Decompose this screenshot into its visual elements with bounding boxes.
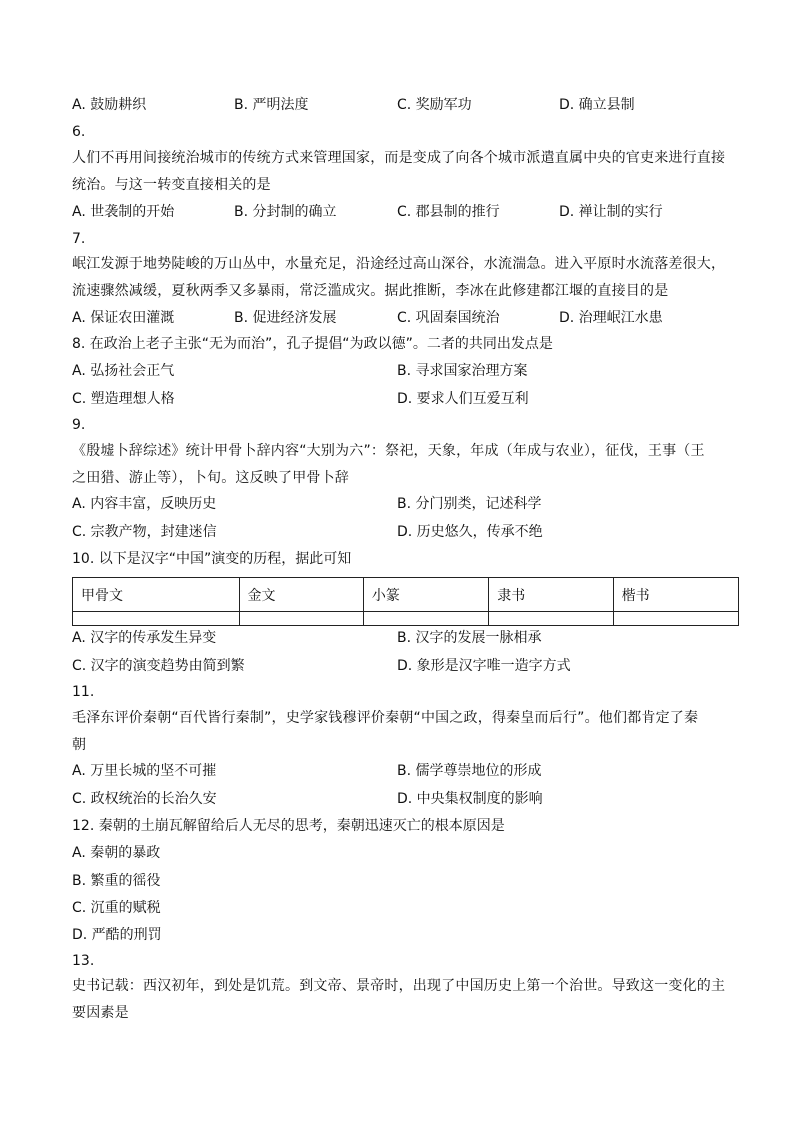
q9-option-a[interactable]: A. 内容丰富，反映历史 [72,496,217,512]
q13-stem [72,973,738,1027]
q8-option-a[interactable]: A. 弘扬社会正气 [72,363,175,379]
q11-stem [72,705,738,759]
q9-option-d[interactable]: D. 历史悠久，传承不绝 [397,524,543,540]
q10-stem: 10. 以下是汉字“中国”演变的历程，据此可知 [72,551,352,567]
q7-number: 7. [72,231,86,247]
q13-number: 13. [72,953,95,969]
q8-option-d[interactable]: D. 要求人们互爱互利 [397,391,529,407]
q9-option-c[interactable]: C. 宗教产物，封建迷信 [72,524,217,540]
q12-option-a[interactable]: A. 秦朝的暴政 [72,845,161,861]
q11-option-d[interactable]: D. 中央集权制度的影响 [397,791,543,807]
q6-stem [72,145,738,199]
q9-option-b[interactable]: B. 分门别类，记述科学 [397,496,542,512]
q7-option-c[interactable]: C. 巩固秦国统治 [397,310,500,326]
q5-option-a[interactable]: A. 鼓励耕织 [72,97,147,113]
q6-option-b[interactable]: B. 分封制的确立 [234,204,337,220]
q6-option-c[interactable]: C. 郡县制的推行 [397,204,500,220]
table-cell-empty [73,612,240,626]
q7-stem [72,251,738,305]
table-header-clerical: 隶书 [489,578,613,612]
q10-option-a[interactable]: A. 汉字的传承发生异变 [72,630,217,646]
q8-stem: 8. 在政治上老子主张“无为而治”，孔子提倡“为政以德”。二者的共同出发点是 [72,336,553,352]
table-header-small-seal: 小篆 [363,578,488,612]
q11-option-b[interactable]: B. 儒学尊崇地位的形成 [397,763,542,779]
table-header-bronze: 金文 [239,578,363,612]
q5-option-b[interactable]: B. 严明法度 [234,97,309,113]
q11-stem-line1: 毛泽东评价秦朝“百代皆行秦制”，史学家钱穆评价秦朝“中国之政，得秦皇而后行”。他们都肯定了秦 [72,710,699,726]
q11-stem-line2: 朝 [72,737,87,753]
q12-stem: 12. 秦朝的土崩瓦解留给后人无尽的思考，秦朝迅速灭亡的根本原因是 [72,818,505,834]
q7-option-d[interactable]: D. 治理岷江水患 [559,310,663,326]
q6-stem-line1: 人们不再用间接统治城市的传统方式来管理国家，而是变成了向各个城市派遣直属中央的官吏来进行直接 [72,150,726,166]
table-cell-empty [489,612,613,626]
table-header-oracle-bone: 甲骨文 [73,578,240,612]
q11-option-a[interactable]: A. 万里长城的坚不可摧 [72,763,217,779]
q10-option-b[interactable]: B. 汉字的发展一脉相承 [397,630,542,646]
q9-stem [72,438,738,492]
q10-option-c[interactable]: C. 汉字的演变趋势由简到繁 [72,658,245,674]
q9-stem-line2: 之田猎、游止等），卜旬。这反映了甲骨卜辞 [72,470,349,486]
q7-option-b[interactable]: B. 促进经济发展 [234,310,337,326]
q6-option-d[interactable]: D. 禅让制的实行 [559,204,663,220]
q6-option-a[interactable]: A. 世袭制的开始 [72,204,175,220]
q7-option-a[interactable]: A. 保证农田灌溉 [72,310,175,326]
q8-option-c[interactable]: C. 塑造理想人格 [72,391,175,407]
q6-stem-line2: 统治。与这一转变直接相关的是 [72,177,271,193]
q13-stem-line2: 要因素是 [72,1005,129,1021]
q5-option-c[interactable]: C. 奖励军功 [397,97,472,113]
table-cell-empty [613,612,738,626]
q6-number: 6. [72,124,86,140]
script-evolution-table [72,577,739,626]
q8-option-b[interactable]: B. 寻求国家治理方案 [397,363,528,379]
q12-option-b[interactable]: B. 繁重的徭役 [72,873,161,889]
q7-stem-line2: 流速骤然减缓，夏秋两季又多暴雨，常泛滥成灾。据此推断，李冰在此修建都江堰的直接目的是 [72,283,669,299]
q10-option-d[interactable]: D. 象形是汉字唯一造字方式 [397,658,571,674]
q7-stem-line1: 岷江发源于地势陡峻的万山丛中，水量充足，沿途经过高山深谷，水流湍急。进入平原时水流落差很大， [72,256,726,272]
q11-option-c[interactable]: C. 政权统治的长治久安 [72,791,217,807]
q9-stem-line1: 《殷墟卜辞综述》统计甲骨卜辞内容“大别为六”：祭祀，天象，年成（年成与农业），征伐，王事（王 [72,443,705,459]
q13-stem-line1: 史书记载：西汉初年，到处是饥荒。到文帝、景帝时，出现了中国历史上第一个治世。导致这一变化的主 [72,978,726,994]
table-cell-empty [363,612,488,626]
table-cell-empty [239,612,363,626]
q12-option-d[interactable]: D. 严酷的刑罚 [72,927,162,943]
q12-option-c[interactable]: C. 沉重的赋税 [72,900,161,916]
q9-number: 9. [72,417,86,433]
table-header-regular: 楷书 [613,578,738,612]
q11-number: 11. [72,684,95,700]
q5-option-d[interactable]: D. 确立县制 [559,97,635,113]
